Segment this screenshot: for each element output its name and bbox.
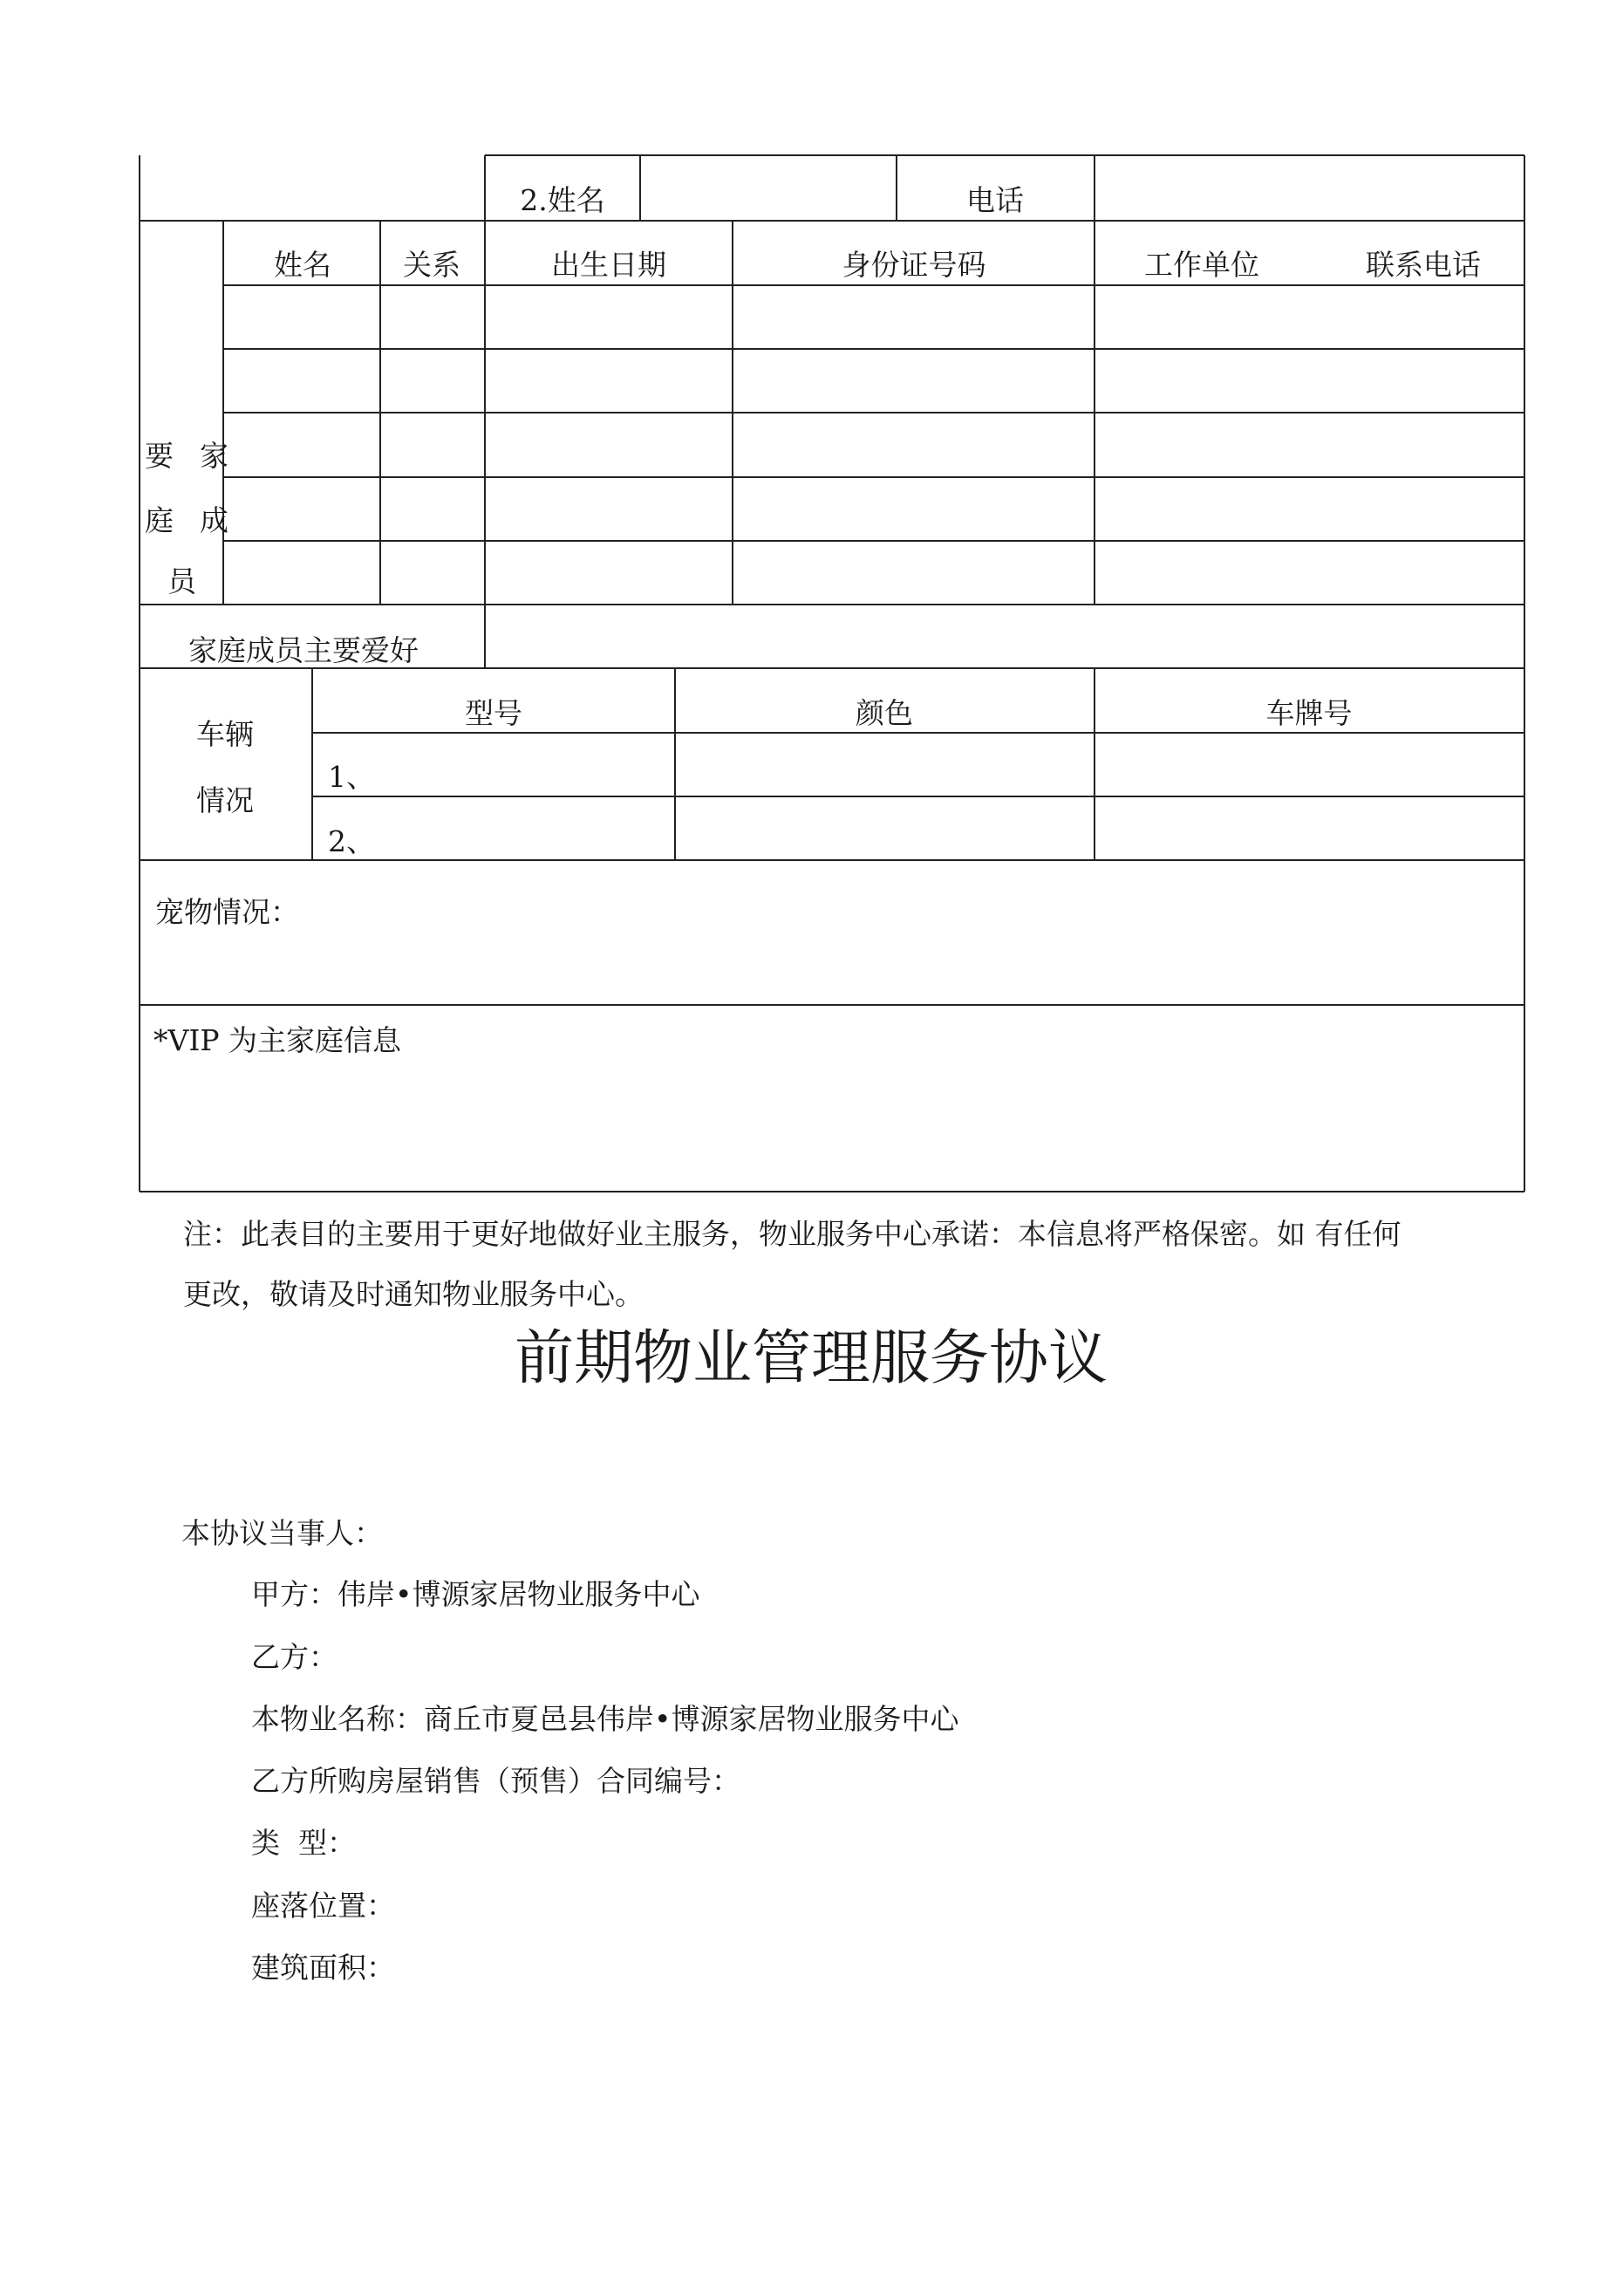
family-section-label-row2	[145, 503, 228, 538]
vehicle-header-color: 颜色	[856, 696, 913, 730]
family-hobby-label: 家庭成员主要爱好	[188, 633, 419, 667]
footnote-line1: 注：此表目的主要用于更好地做好业主服务，物业服务中心承诺：本信息将严格保密。如 有任何	[183, 1217, 1401, 1251]
header-relation: 关系	[403, 248, 460, 282]
house-type: 类 型：	[251, 1826, 356, 1860]
owner-name-label: 2.姓名	[520, 183, 605, 217]
vehicle-row-2: 2、	[328, 824, 375, 858]
party-a: 甲方：伟岸•博源家居物业服务中心	[251, 1577, 700, 1611]
vehicle-header-model: 型号	[465, 696, 522, 730]
family-label-char: 员	[167, 564, 196, 598]
agreement-title: 前期物业管理服务协议	[514, 1324, 1108, 1393]
footnote-line2: 更改，敬请及时通知物业服务中心。	[183, 1277, 644, 1311]
family-section-label-row3	[167, 564, 196, 599]
house-location: 座落位置：	[251, 1889, 395, 1923]
family-label-char: 家	[200, 439, 228, 473]
family-label-char: 要	[145, 439, 174, 473]
vip-note: *VIP 为主家庭信息	[153, 1023, 402, 1057]
vehicle-row-1: 1、	[328, 760, 375, 794]
family-section-label-row1	[145, 439, 228, 474]
pet-label: 宠物情况：	[155, 895, 299, 929]
header-name: 姓名	[274, 248, 331, 282]
vehicle-label-line1: 车辆	[196, 717, 254, 751]
contract-number: 乙方所购房屋销售（预售）合同编号：	[251, 1764, 740, 1798]
header-work-unit: 工作单位	[1144, 248, 1259, 282]
party-b: 乙方：	[251, 1640, 338, 1674]
family-label-char: 成	[200, 503, 228, 537]
owner-phone-label: 电话	[966, 183, 1024, 217]
vehicle-header-plate: 车牌号	[1265, 696, 1353, 730]
family-label-char: 庭	[145, 503, 174, 537]
header-contact-phone: 联系电话	[1366, 248, 1481, 282]
header-id-number: 身份证号码	[842, 248, 986, 282]
parties-intro: 本协议当事人：	[181, 1516, 383, 1550]
header-birth-date: 出生日期	[551, 248, 666, 282]
vehicle-label-line2: 情况	[196, 783, 254, 817]
building-area: 建筑面积：	[251, 1951, 395, 1985]
property-name: 本物业名称：商丘市夏邑县伟岸•博源家居物业服务中心	[251, 1702, 959, 1736]
